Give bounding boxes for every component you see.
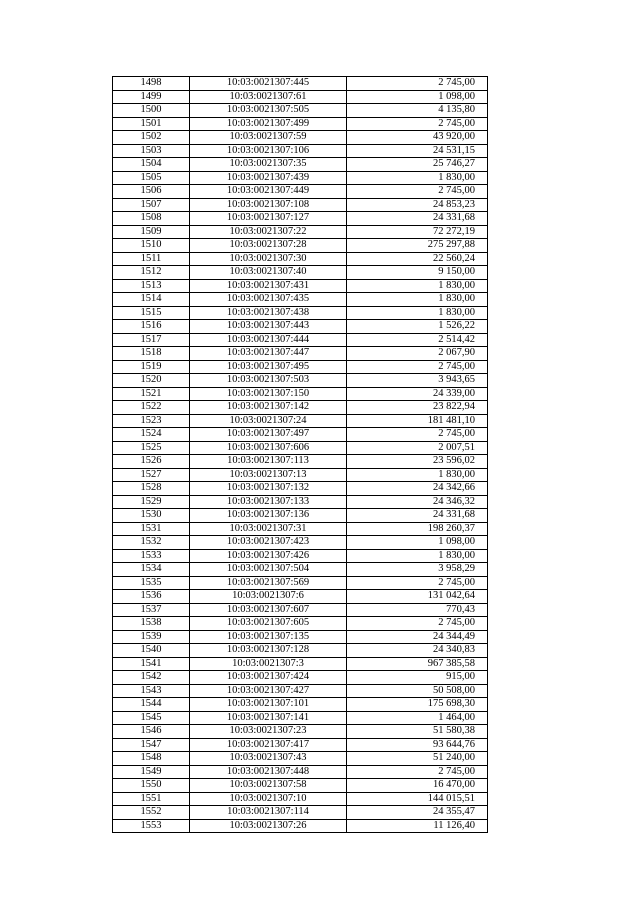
table-row: [113, 401, 488, 415]
row-number-cell: 1538: [113, 617, 190, 631]
row-number-cell: 1521: [113, 387, 190, 401]
amount-cell: 1 098,00: [347, 536, 488, 550]
row-number-cell: 1517: [113, 333, 190, 347]
row-number-cell: 1536: [113, 590, 190, 604]
amount-cell: 93 644,76: [347, 738, 488, 752]
amount-cell: 144 015,51: [347, 792, 488, 806]
amount-cell: 4 135,80: [347, 104, 488, 118]
row-number-cell: 1514: [113, 293, 190, 307]
table-row: [113, 239, 488, 253]
table-row: [113, 441, 488, 455]
table-row: [113, 306, 488, 320]
table-row: [113, 293, 488, 307]
table-row: [113, 644, 488, 658]
cadastral-number-cell: 10:03:0021307:113: [190, 455, 347, 469]
amount-cell: 2 745,00: [347, 428, 488, 442]
cadastral-number-cell: 10:03:0021307:445: [190, 77, 347, 91]
cadastral-number-cell: 10:03:0021307:106: [190, 144, 347, 158]
table-row: [113, 468, 488, 482]
row-number-cell: 1537: [113, 603, 190, 617]
row-number-cell: 1529: [113, 495, 190, 509]
table-row: [113, 711, 488, 725]
amount-cell: 2 007,51: [347, 441, 488, 455]
amount-cell: 24 531,15: [347, 144, 488, 158]
row-number-cell: 1548: [113, 752, 190, 766]
table-row: [113, 536, 488, 550]
amount-cell: 24 340,83: [347, 644, 488, 658]
amount-cell: 51 240,00: [347, 752, 488, 766]
row-number-cell: 1541: [113, 657, 190, 671]
cadastral-number-cell: 10:03:0021307:423: [190, 536, 347, 550]
cadastral-number-cell: 10:03:0021307:58: [190, 779, 347, 793]
amount-cell: 175 698,30: [347, 698, 488, 712]
amount-cell: 9 150,00: [347, 266, 488, 280]
row-number-cell: 1506: [113, 185, 190, 199]
table-row: [113, 414, 488, 428]
row-number-cell: 1544: [113, 698, 190, 712]
table-row: [113, 374, 488, 388]
table-row: [113, 158, 488, 172]
amount-cell: 1 830,00: [347, 306, 488, 320]
amount-cell: 2 514,42: [347, 333, 488, 347]
row-number-cell: 1512: [113, 266, 190, 280]
cadastral-number-cell: 10:03:0021307:108: [190, 198, 347, 212]
cadastral-number-cell: 10:03:0021307:132: [190, 482, 347, 496]
row-number-cell: 1528: [113, 482, 190, 496]
amount-cell: 24 346,32: [347, 495, 488, 509]
table-row: [113, 185, 488, 199]
cadastral-number-cell: 10:03:0021307:424: [190, 671, 347, 685]
row-number-cell: 1501: [113, 117, 190, 131]
row-number-cell: 1546: [113, 725, 190, 739]
row-number-cell: 1509: [113, 225, 190, 239]
table-row: [113, 819, 488, 833]
table-row: [113, 509, 488, 523]
row-number-cell: 1520: [113, 374, 190, 388]
row-number-cell: 1533: [113, 549, 190, 563]
row-number-cell: 1539: [113, 630, 190, 644]
table-row: [113, 725, 488, 739]
amount-cell: 16 470,00: [347, 779, 488, 793]
cadastral-number-cell: 10:03:0021307:569: [190, 576, 347, 590]
row-number-cell: 1498: [113, 77, 190, 91]
table-row: [113, 495, 488, 509]
cadastral-number-cell: 10:03:0021307:101: [190, 698, 347, 712]
cadastral-number-cell: 10:03:0021307:3: [190, 657, 347, 671]
row-number-cell: 1500: [113, 104, 190, 118]
amount-cell: 770,43: [347, 603, 488, 617]
cadastral-number-cell: 10:03:0021307:142: [190, 401, 347, 415]
cadastral-number-cell: 10:03:0021307:504: [190, 563, 347, 577]
amount-cell: 2 745,00: [347, 576, 488, 590]
table-row: [113, 630, 488, 644]
row-number-cell: 1503: [113, 144, 190, 158]
amount-cell: 1 830,00: [347, 279, 488, 293]
cadastral-number-cell: 10:03:0021307:40: [190, 266, 347, 280]
row-number-cell: 1505: [113, 171, 190, 185]
cadastral-number-cell: 10:03:0021307:13: [190, 468, 347, 482]
row-number-cell: 1532: [113, 536, 190, 550]
row-number-cell: 1510: [113, 239, 190, 253]
amount-cell: 2 745,00: [347, 617, 488, 631]
amount-cell: 2 745,00: [347, 77, 488, 91]
cadastral-number-cell: 10:03:0021307:26: [190, 819, 347, 833]
cadastral-number-cell: 10:03:0021307:23: [190, 725, 347, 739]
parcel-table-body: [113, 77, 488, 833]
table-row: [113, 806, 488, 820]
row-number-cell: 1507: [113, 198, 190, 212]
amount-cell: 915,00: [347, 671, 488, 685]
amount-cell: 50 508,00: [347, 684, 488, 698]
cadastral-number-cell: 10:03:0021307:31: [190, 522, 347, 536]
cadastral-number-cell: 10:03:0021307:444: [190, 333, 347, 347]
cadastral-number-cell: 10:03:0021307:427: [190, 684, 347, 698]
cadastral-number-cell: 10:03:0021307:127: [190, 212, 347, 226]
table-row: [113, 77, 488, 91]
cadastral-number-cell: 10:03:0021307:605: [190, 617, 347, 631]
row-number-cell: 1527: [113, 468, 190, 482]
row-number-cell: 1499: [113, 90, 190, 104]
amount-cell: 24 331,68: [347, 509, 488, 523]
table-row: [113, 590, 488, 604]
table-row: [113, 212, 488, 226]
table-row: [113, 671, 488, 685]
amount-cell: 1 830,00: [347, 549, 488, 563]
cadastral-number-cell: 10:03:0021307:133: [190, 495, 347, 509]
table-row: [113, 252, 488, 266]
table-row: [113, 171, 488, 185]
amount-cell: 3 943,65: [347, 374, 488, 388]
cadastral-number-cell: 10:03:0021307:439: [190, 171, 347, 185]
cadastral-number-cell: 10:03:0021307:150: [190, 387, 347, 401]
table-row: [113, 117, 488, 131]
cadastral-number-cell: 10:03:0021307:606: [190, 441, 347, 455]
amount-cell: 23 596,02: [347, 455, 488, 469]
row-number-cell: 1516: [113, 320, 190, 334]
row-number-cell: 1515: [113, 306, 190, 320]
table-row: [113, 482, 488, 496]
row-number-cell: 1542: [113, 671, 190, 685]
amount-cell: 2 745,00: [347, 185, 488, 199]
row-number-cell: 1518: [113, 347, 190, 361]
cadastral-number-cell: 10:03:0021307:449: [190, 185, 347, 199]
cadastral-number-cell: 10:03:0021307:24: [190, 414, 347, 428]
cadastral-number-cell: 10:03:0021307:136: [190, 509, 347, 523]
row-number-cell: 1543: [113, 684, 190, 698]
cadastral-number-cell: 10:03:0021307:10: [190, 792, 347, 806]
row-number-cell: 1523: [113, 414, 190, 428]
table-row: [113, 360, 488, 374]
cadastral-number-cell: 10:03:0021307:438: [190, 306, 347, 320]
cadastral-number-cell: 10:03:0021307:443: [190, 320, 347, 334]
table-row: [113, 765, 488, 779]
table-row: [113, 198, 488, 212]
table-row: [113, 617, 488, 631]
table-row: [113, 752, 488, 766]
amount-cell: 24 339,00: [347, 387, 488, 401]
cadastral-number-cell: 10:03:0021307:141: [190, 711, 347, 725]
row-number-cell: 1502: [113, 131, 190, 145]
cadastral-number-cell: 10:03:0021307:431: [190, 279, 347, 293]
row-number-cell: 1508: [113, 212, 190, 226]
amount-cell: 24 331,68: [347, 212, 488, 226]
amount-cell: 1 830,00: [347, 293, 488, 307]
cadastral-number-cell: 10:03:0021307:22: [190, 225, 347, 239]
cadastral-number-cell: 10:03:0021307:135: [190, 630, 347, 644]
cadastral-number-cell: 10:03:0021307:59: [190, 131, 347, 145]
amount-cell: 2 745,00: [347, 117, 488, 131]
row-number-cell: 1553: [113, 819, 190, 833]
row-number-cell: 1535: [113, 576, 190, 590]
cadastral-number-cell: 10:03:0021307:61: [190, 90, 347, 104]
cadastral-number-cell: 10:03:0021307:417: [190, 738, 347, 752]
amount-cell: 23 822,94: [347, 401, 488, 415]
table-row: [113, 387, 488, 401]
amount-cell: 131 042,64: [347, 590, 488, 604]
amount-cell: 2 745,00: [347, 360, 488, 374]
amount-cell: 198 260,37: [347, 522, 488, 536]
cadastral-number-cell: 10:03:0021307:43: [190, 752, 347, 766]
row-number-cell: 1547: [113, 738, 190, 752]
cadastral-number-cell: 10:03:0021307:495: [190, 360, 347, 374]
amount-cell: 72 272,19: [347, 225, 488, 239]
amount-cell: 2 745,00: [347, 765, 488, 779]
table-row: [113, 563, 488, 577]
table-row: [113, 684, 488, 698]
row-number-cell: 1545: [113, 711, 190, 725]
row-number-cell: 1551: [113, 792, 190, 806]
cadastral-number-cell: 10:03:0021307:426: [190, 549, 347, 563]
cadastral-number-cell: 10:03:0021307:497: [190, 428, 347, 442]
cadastral-number-cell: 10:03:0021307:30: [190, 252, 347, 266]
table-row: [113, 698, 488, 712]
table-row: [113, 104, 488, 118]
cadastral-number-cell: 10:03:0021307:503: [190, 374, 347, 388]
amount-cell: 3 958,29: [347, 563, 488, 577]
amount-cell: 25 746,27: [347, 158, 488, 172]
row-number-cell: 1519: [113, 360, 190, 374]
amount-cell: 1 098,00: [347, 90, 488, 104]
table-row: [113, 549, 488, 563]
table-row: [113, 522, 488, 536]
table-row: [113, 90, 488, 104]
row-number-cell: 1540: [113, 644, 190, 658]
table-row: [113, 428, 488, 442]
table-row: [113, 603, 488, 617]
table-row: [113, 347, 488, 361]
amount-cell: 51 580,38: [347, 725, 488, 739]
row-number-cell: 1511: [113, 252, 190, 266]
amount-cell: 24 344,49: [347, 630, 488, 644]
amount-cell: 24 342,66: [347, 482, 488, 496]
table-row: [113, 225, 488, 239]
table-row: [113, 576, 488, 590]
cadastral-number-cell: 10:03:0021307:128: [190, 644, 347, 658]
amount-cell: 24 853,23: [347, 198, 488, 212]
row-number-cell: 1531: [113, 522, 190, 536]
amount-cell: 11 126,40: [347, 819, 488, 833]
cadastral-number-cell: 10:03:0021307:28: [190, 239, 347, 253]
cadastral-number-cell: 10:03:0021307:114: [190, 806, 347, 820]
row-number-cell: 1549: [113, 765, 190, 779]
row-number-cell: 1524: [113, 428, 190, 442]
table-row: [113, 455, 488, 469]
table-row: [113, 320, 488, 334]
cadastral-number-cell: 10:03:0021307:448: [190, 765, 347, 779]
cadastral-number-cell: 10:03:0021307:35: [190, 158, 347, 172]
cadastral-number-cell: 10:03:0021307:499: [190, 117, 347, 131]
amount-cell: 1 464,00: [347, 711, 488, 725]
row-number-cell: 1534: [113, 563, 190, 577]
row-number-cell: 1513: [113, 279, 190, 293]
amount-cell: 2 067,90: [347, 347, 488, 361]
row-number-cell: 1526: [113, 455, 190, 469]
row-number-cell: 1504: [113, 158, 190, 172]
amount-cell: 1 830,00: [347, 171, 488, 185]
table-row: [113, 144, 488, 158]
amount-cell: 22 560,24: [347, 252, 488, 266]
table-row: [113, 657, 488, 671]
amount-cell: 967 385,58: [347, 657, 488, 671]
table-row: [113, 131, 488, 145]
table-row: [113, 738, 488, 752]
table-row: [113, 279, 488, 293]
row-number-cell: 1525: [113, 441, 190, 455]
amount-cell: 1 526,22: [347, 320, 488, 334]
amount-cell: 1 830,00: [347, 468, 488, 482]
cadastral-number-cell: 10:03:0021307:435: [190, 293, 347, 307]
cadastral-number-cell: 10:03:0021307:6: [190, 590, 347, 604]
cadastral-number-cell: 10:03:0021307:447: [190, 347, 347, 361]
row-number-cell: 1552: [113, 806, 190, 820]
cadastral-number-cell: 10:03:0021307:607: [190, 603, 347, 617]
amount-cell: 275 297,88: [347, 239, 488, 253]
amount-cell: 181 481,10: [347, 414, 488, 428]
table-row: [113, 333, 488, 347]
amount-cell: 24 355,47: [347, 806, 488, 820]
row-number-cell: 1530: [113, 509, 190, 523]
parcel-table: [112, 76, 488, 833]
amount-cell: 43 920,00: [347, 131, 488, 145]
row-number-cell: 1522: [113, 401, 190, 415]
row-number-cell: 1550: [113, 779, 190, 793]
table-row: [113, 792, 488, 806]
table-row: [113, 779, 488, 793]
table-row: [113, 266, 488, 280]
cadastral-number-cell: 10:03:0021307:505: [190, 104, 347, 118]
